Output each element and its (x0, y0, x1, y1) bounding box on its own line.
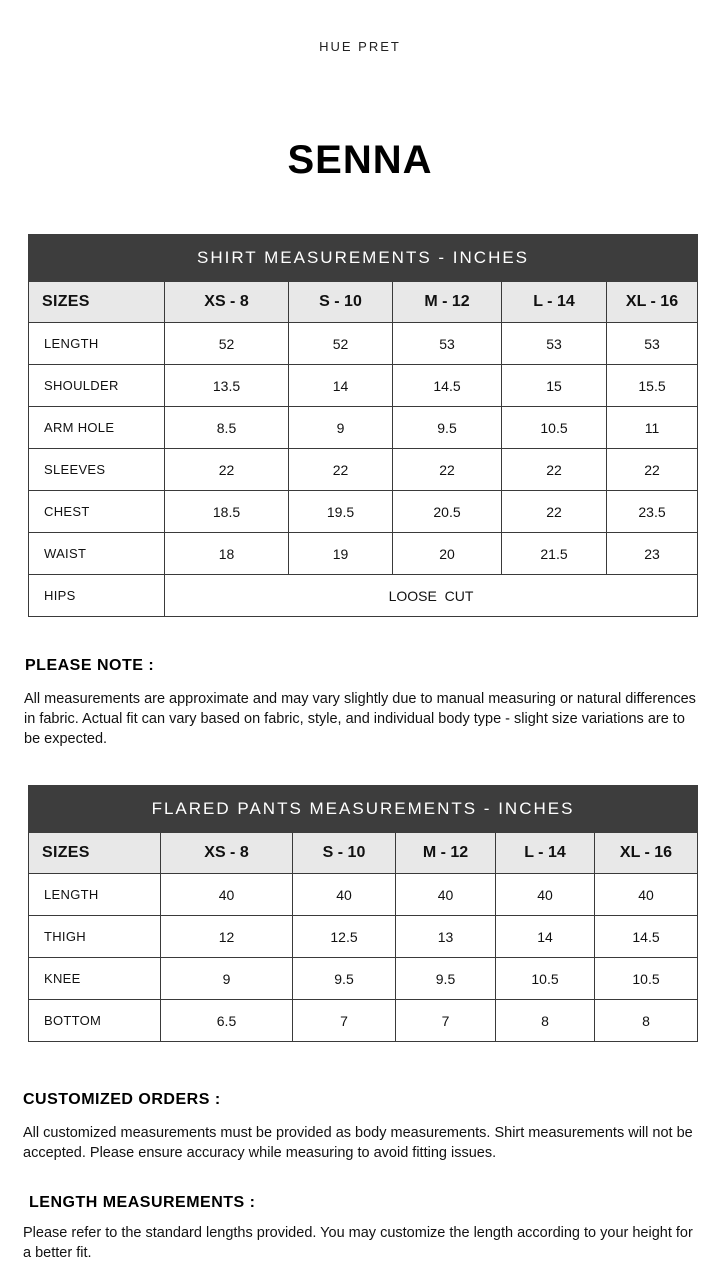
table-row (29, 407, 698, 449)
row-label: SHOULDER (29, 365, 165, 407)
table-cell: 13.5 (165, 365, 289, 407)
pants-size-header-row (29, 833, 698, 874)
size-header: M - 12 (393, 282, 502, 323)
table-row (29, 916, 698, 958)
row-label: HIPS (29, 575, 165, 617)
table-cell: 8 (496, 1000, 595, 1042)
pants-size-table (28, 785, 698, 1042)
table-cell: 19 (289, 533, 393, 575)
table-row (29, 874, 698, 916)
table-cell: 8 (595, 1000, 698, 1042)
table-cell: 7 (396, 1000, 496, 1042)
table-cell: 53 (607, 323, 698, 365)
table-row (29, 575, 698, 617)
size-header: S - 10 (293, 833, 396, 874)
table-cell: 22 (393, 449, 502, 491)
row-label: WAIST (29, 533, 165, 575)
table-cell: 40 (595, 874, 698, 916)
table-cell: 40 (161, 874, 293, 916)
table-cell: 20 (393, 533, 502, 575)
table-cell: 52 (165, 323, 289, 365)
table-cell: 23.5 (607, 491, 698, 533)
size-header: L - 14 (496, 833, 595, 874)
table-cell: 20.5 (393, 491, 502, 533)
length-measurements-heading: LENGTH MEASUREMENTS : (29, 1194, 256, 1211)
row-label: KNEE (29, 958, 161, 1000)
shirt-size-table (28, 234, 698, 617)
size-header: XL - 16 (595, 833, 698, 874)
table-cell: 10.5 (502, 407, 607, 449)
table-cell: 18.5 (165, 491, 289, 533)
table-cell: 12.5 (293, 916, 396, 958)
table-cell: 15 (502, 365, 607, 407)
hips-loose-cut-cell: LOOSE CUT (165, 575, 698, 617)
table-cell: 21.5 (502, 533, 607, 575)
table-cell: 14.5 (393, 365, 502, 407)
table-cell: 9.5 (393, 407, 502, 449)
table-cell: 9.5 (293, 958, 396, 1000)
page-title: SENNA (287, 138, 433, 182)
table-cell: 15.5 (607, 365, 698, 407)
row-label: ARM HOLE (29, 407, 165, 449)
table-row (29, 323, 698, 365)
table-cell: 10.5 (595, 958, 698, 1000)
table-cell: 18 (165, 533, 289, 575)
length-measurements-text: Please refer to the standard lengths provided. You may customize the length according to your height for a better fit. (23, 1225, 693, 1261)
table-cell: 14 (496, 916, 595, 958)
row-label: BOTTOM (29, 1000, 161, 1042)
size-header: XS - 8 (165, 282, 289, 323)
size-header: XS - 8 (161, 833, 293, 874)
shirt-table-banner: SHIRT MEASUREMENTS - INCHES (29, 235, 698, 282)
table-cell: 22 (165, 449, 289, 491)
customized-orders-text: All customized measurements must be provided as body measurements. Shirt measurements will not be accepted. Please ensure accuracy while measuring to avoid fitting issues. (23, 1125, 693, 1161)
row-label: LENGTH (29, 323, 165, 365)
table-cell: 14 (289, 365, 393, 407)
table-cell: 14.5 (595, 916, 698, 958)
shirt-size-header-row (29, 282, 698, 323)
table-cell: 11 (607, 407, 698, 449)
row-label: THIGH (29, 916, 161, 958)
table-cell: 13 (396, 916, 496, 958)
sizes-label: SIZES (29, 282, 165, 323)
row-label: SLEEVES (29, 449, 165, 491)
table-cell: 40 (496, 874, 595, 916)
table-row (29, 449, 698, 491)
table-row (29, 491, 698, 533)
brand-name: HUE PRET (319, 39, 401, 54)
table-row (29, 365, 698, 407)
table-cell: 53 (393, 323, 502, 365)
size-header: S - 10 (289, 282, 393, 323)
table-cell: 23 (607, 533, 698, 575)
table-cell: 22 (502, 491, 607, 533)
table-cell: 40 (396, 874, 496, 916)
table-cell: 7 (293, 1000, 396, 1042)
table-cell: 22 (502, 449, 607, 491)
table-cell: 9 (289, 407, 393, 449)
table-cell: 22 (289, 449, 393, 491)
customized-orders-heading: CUSTOMIZED ORDERS : (23, 1091, 221, 1108)
size-header: M - 12 (396, 833, 496, 874)
please-note-heading: PLEASE NOTE : (25, 657, 155, 674)
please-note-text: All measurements are approximate and may vary slightly due to manual measuring or natural differences in fabric. Actual fit can vary based on fabric, style, and individual body type - slight size variations are to be expected. (24, 691, 696, 747)
size-header: L - 14 (502, 282, 607, 323)
row-label: CHEST (29, 491, 165, 533)
sizes-label: SIZES (29, 833, 161, 874)
table-cell: 10.5 (496, 958, 595, 1000)
table-cell: 9.5 (396, 958, 496, 1000)
row-label: LENGTH (29, 874, 161, 916)
table-cell: 12 (161, 916, 293, 958)
table-cell: 40 (293, 874, 396, 916)
table-cell: 6.5 (161, 1000, 293, 1042)
table-row (29, 533, 698, 575)
table-cell: 22 (607, 449, 698, 491)
table-cell: 8.5 (165, 407, 289, 449)
table-cell: 52 (289, 323, 393, 365)
table-cell: 53 (502, 323, 607, 365)
table-row (29, 958, 698, 1000)
table-cell: 9 (161, 958, 293, 1000)
pants-table-banner: FLARED PANTS MEASUREMENTS - INCHES (29, 786, 698, 833)
table-cell: 19.5 (289, 491, 393, 533)
table-row (29, 1000, 698, 1042)
size-header: XL - 16 (607, 282, 698, 323)
